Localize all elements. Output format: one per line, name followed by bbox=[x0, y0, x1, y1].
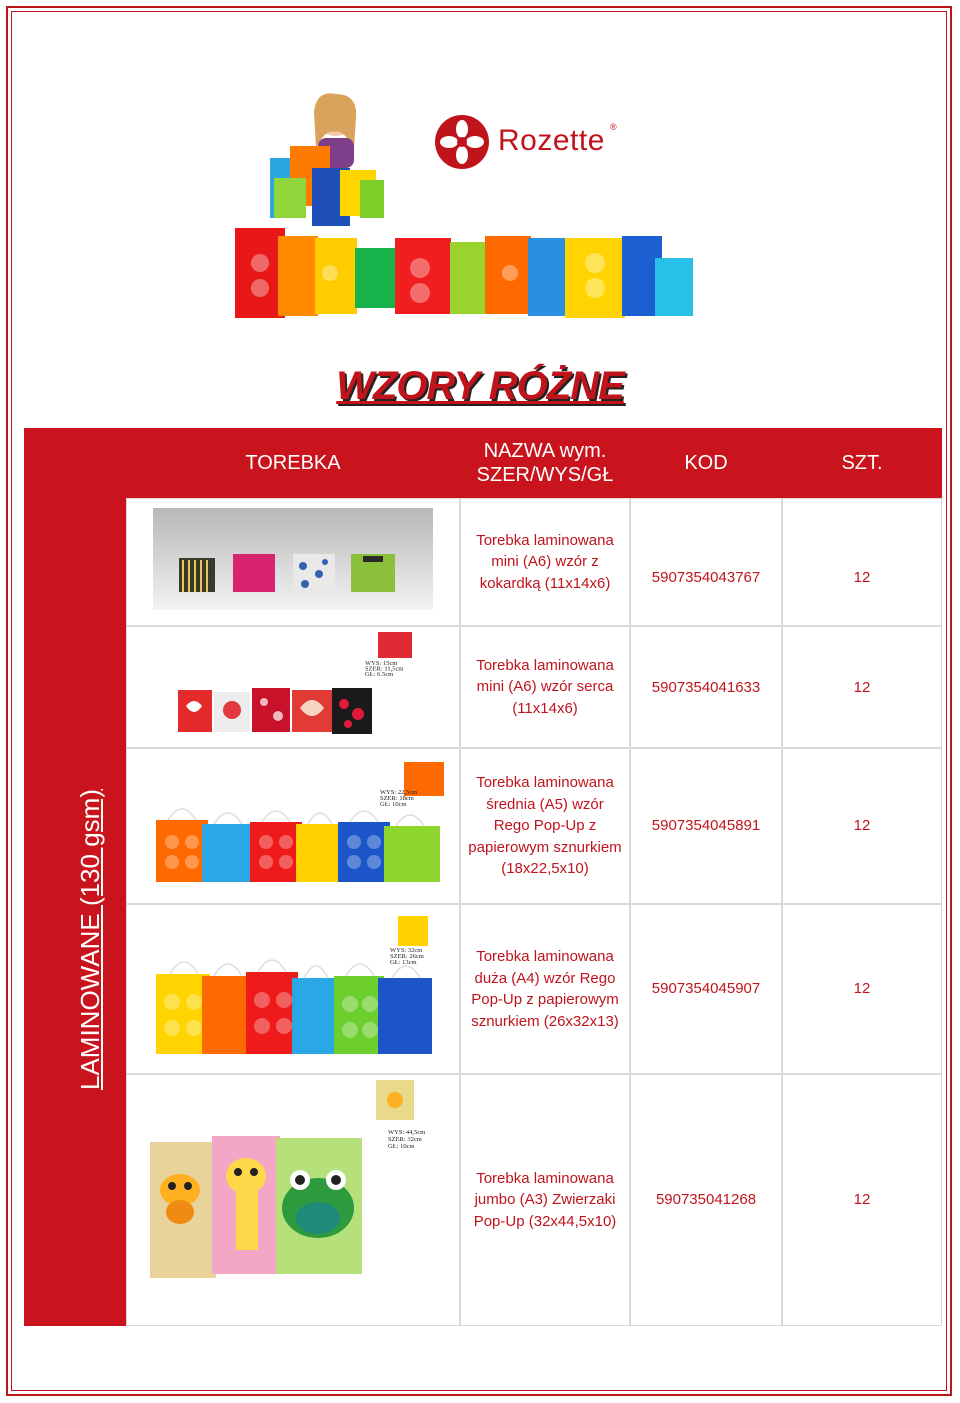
szt-cell-row-5 bbox=[782, 1074, 942, 1326]
product-code: 590735041268 bbox=[655, 1191, 757, 1209]
product-qty: 12 bbox=[853, 1191, 871, 1209]
szt-cell-row-4 bbox=[782, 904, 942, 1074]
header-szt: SZT. bbox=[782, 428, 942, 498]
name-cell-row-5 bbox=[460, 1074, 630, 1326]
kod-cell-row-1 bbox=[630, 498, 782, 626]
dimension-box-large bbox=[378, 912, 444, 964]
product-code: 5907354045891 bbox=[651, 817, 761, 835]
kod-cell-row-4 bbox=[630, 904, 782, 1074]
dimension-box-medium bbox=[378, 756, 446, 806]
product-image-mini-bow bbox=[153, 508, 433, 610]
kod-cell-row-2 bbox=[630, 626, 782, 748]
svg-text:GŁ: 10cm: GŁ: 10cm bbox=[388, 1143, 415, 1150]
page-title: WZORY RÓŻNE bbox=[336, 364, 624, 408]
svg-text:SZER: 11,5cm: SZER: 11,5cm bbox=[365, 665, 404, 673]
name-cell-row-2 bbox=[460, 626, 630, 748]
product-qty: 12 bbox=[853, 569, 871, 587]
svg-text:WYS: 44,5cm: WYS: 44,5cm bbox=[388, 1129, 426, 1136]
name-cell-row-4 bbox=[460, 904, 630, 1074]
szt-cell-row-3 bbox=[782, 748, 942, 904]
svg-text:WYS: 32cm: WYS: 32cm bbox=[390, 947, 423, 954]
product-qty: 12 bbox=[853, 817, 871, 835]
kod-cell-row-5 bbox=[630, 1074, 782, 1326]
svg-text:SZER: 18cm: SZER: 18cm bbox=[380, 795, 414, 802]
product-name: Torebka laminowana duża (A4) wzór Rego Pop-Up z papierowym sznurkiem (26x32x13) bbox=[471, 948, 619, 1030]
svg-text:WYS: 22,5cm: WYS: 22,5cm bbox=[380, 789, 418, 796]
szt-cell-row-1 bbox=[782, 498, 942, 626]
dimension-box-jumbo bbox=[376, 1080, 442, 1150]
product-qty: 12 bbox=[853, 980, 871, 998]
product-name: Torebka laminowana jumbo (A3) Zwierzaki Pop-Up (32x44,5x10) bbox=[473, 1169, 617, 1230]
svg-text:WYS: 15cm: WYS: 15cm bbox=[365, 660, 398, 667]
name-cell-row-1 bbox=[460, 498, 630, 626]
product-name: Torebka laminowana średnia (A5) wzór Rego Pop-Up z papierowym sznurkiem (18x22,5x10) bbox=[468, 774, 622, 878]
header-torebka: TOREBKA bbox=[126, 428, 460, 498]
flower-logo-icon bbox=[434, 112, 490, 172]
svg-text:SZER: 26cm: SZER: 26cm bbox=[390, 953, 424, 960]
group-label: LAMINOWANE (130 gsm) bbox=[75, 789, 105, 1090]
product-qty: 12 bbox=[853, 679, 871, 697]
product-name: Torebka laminowana mini (A6) wzór serca (11x14x6) bbox=[476, 656, 614, 717]
product-code: 5907354041633 bbox=[651, 679, 761, 697]
header-kod: KOD bbox=[630, 428, 782, 498]
header-nazwa: NAZWA wym. SZER/WYS/GŁ bbox=[460, 428, 630, 498]
name-cell-row-3 bbox=[460, 748, 630, 904]
kod-cell-row-3 bbox=[630, 748, 782, 904]
product-code: 5907354045907 bbox=[651, 980, 761, 998]
registered-mark: ® bbox=[610, 122, 617, 132]
product-name: Torebka laminowana mini (A6) wzór z kokardką (11x14x6) bbox=[476, 531, 614, 592]
dimension-box-mini bbox=[364, 632, 422, 676]
product-image-mini-hearts bbox=[172, 632, 382, 740]
rozette-logo bbox=[434, 112, 634, 176]
szt-cell-row-2 bbox=[782, 626, 942, 748]
svg-text:GŁ: 13cm: GŁ: 13cm bbox=[390, 959, 417, 964]
svg-text:GŁ: 6,5cm: GŁ: 6,5cm bbox=[365, 671, 394, 676]
product-code: 5907354043767 bbox=[651, 569, 761, 587]
svg-text:GŁ: 10cm: GŁ: 10cm bbox=[380, 801, 407, 806]
svg-text:SZER: 32cm: SZER: 32cm bbox=[388, 1136, 422, 1143]
logo-text: Rozette bbox=[498, 124, 605, 157]
